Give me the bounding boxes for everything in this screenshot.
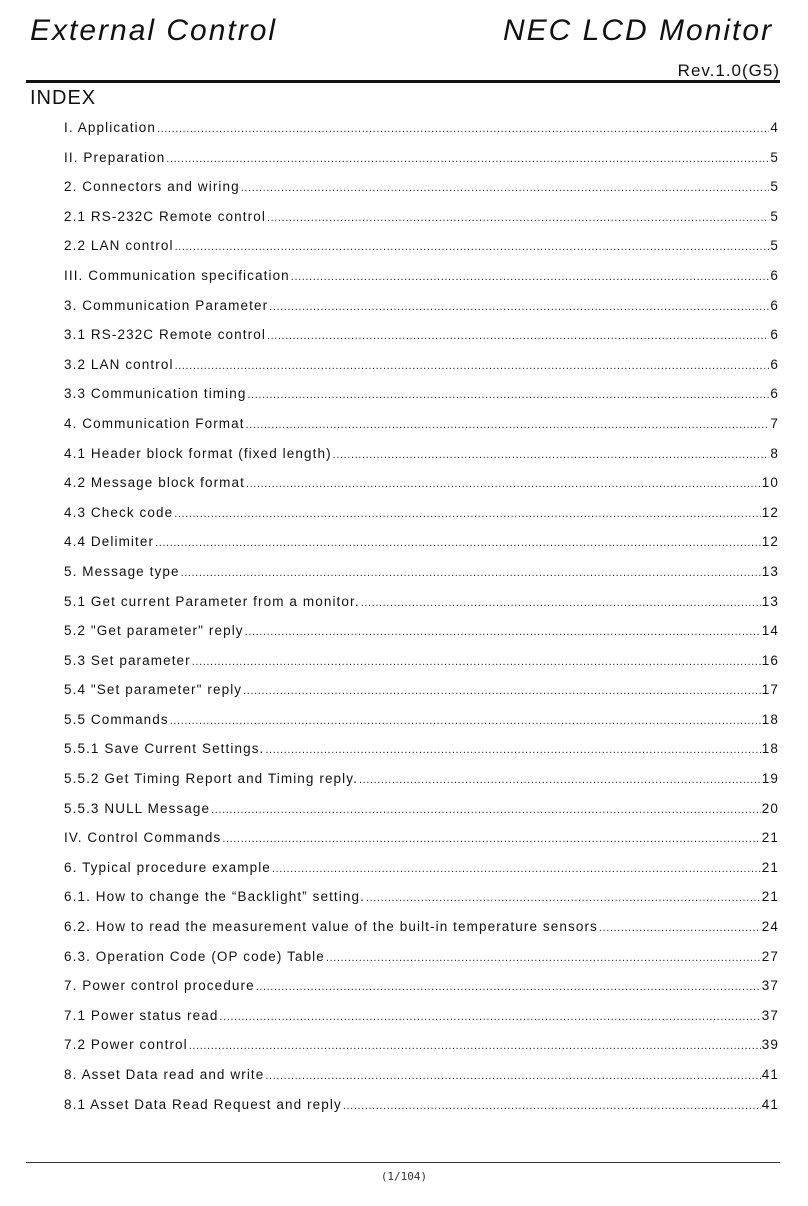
toc-entry[interactable] [64, 830, 779, 860]
toc-entry-page: 4 [770, 120, 779, 135]
toc-entry-title: 5. Message type [64, 563, 180, 579]
toc-leader-dots [243, 685, 761, 697]
toc-leader-dots [265, 744, 760, 756]
toc-leader-dots [175, 241, 770, 253]
toc-leader-dots [189, 1040, 761, 1052]
toc-entry-title: 5.5.3 NULL Message [64, 800, 211, 816]
toc-entry-page: 21 [761, 859, 779, 875]
toc-entry[interactable] [64, 1097, 779, 1127]
toc-entry-title: 4.4 Delimiter [64, 534, 155, 550]
footer-divider [26, 1162, 780, 1163]
toc-leader-dots [333, 449, 770, 461]
toc-entry-title: 5.2 "Get parameter" reply [64, 623, 244, 639]
revision-label: Rev.1.0(G5) [677, 61, 780, 80]
product-title: NEC LCD Monitor [503, 14, 774, 47]
toc-entry-page: 12 [761, 504, 779, 520]
toc-entry-page: 14 [761, 623, 779, 639]
toc-entry-title: 5.5 Commands [64, 711, 169, 727]
toc-entry[interactable] [64, 682, 779, 712]
toc-entry-page: 20 [761, 800, 779, 816]
toc-leader-dots [157, 123, 769, 135]
toc-entry[interactable] [64, 505, 779, 535]
toc-leader-dots [170, 715, 761, 727]
toc-entry-title: 3.1 RS-232C Remote control [64, 327, 266, 343]
toc-entry-title: 5.5.2 Get Timing Report and Timing reply. [64, 771, 358, 787]
toc-leader-dots [219, 1011, 760, 1023]
toc-leader-dots [175, 360, 770, 372]
toc-entry-title: 4.3 Check code [64, 504, 174, 520]
toc-leader-dots [181, 567, 761, 579]
toc-entry-page: 5 [770, 238, 779, 254]
toc-leader-dots [265, 1070, 760, 1082]
toc-entry-page: 16 [761, 652, 779, 668]
toc-entry-page: 27 [761, 948, 779, 964]
toc-entry-title: 2.2 LAN control [64, 238, 174, 254]
document-title: External Control [30, 14, 278, 47]
toc-entry[interactable] [64, 801, 779, 831]
toc-entry-title: 5.1 Get current Parameter from a monitor. [64, 593, 360, 609]
toc-entry-title: 4.1 Header block format (fixed length) [64, 445, 332, 461]
toc-entry-page: 18 [761, 711, 779, 727]
toc-entry-page: 39 [761, 1037, 779, 1053]
toc-entry[interactable] [64, 889, 779, 919]
toc-entry[interactable] [64, 298, 779, 328]
table-of-contents [64, 120, 779, 1126]
toc-leader-dots [222, 833, 760, 845]
toc-leader-dots [366, 892, 761, 904]
toc-entry-title: 5.3 Set parameter [64, 652, 191, 668]
toc-leader-dots [269, 301, 769, 313]
toc-entry-page: 12 [761, 534, 779, 550]
toc-entry-title: 7. Power control procedure [64, 978, 255, 994]
toc-leader-dots [361, 597, 761, 609]
toc-entry[interactable] [64, 416, 779, 446]
toc-entry[interactable] [64, 623, 779, 653]
toc-leader-dots [599, 922, 761, 934]
toc-leader-dots [211, 804, 761, 816]
toc-entry-page: 21 [761, 889, 779, 905]
toc-entry[interactable] [64, 179, 779, 209]
toc-leader-dots [155, 537, 761, 549]
toc-entry-title: 8. Asset Data read and write [64, 1067, 265, 1082]
toc-entry[interactable] [64, 357, 779, 387]
toc-entry-title: 6.2. How to read the measurement value of the built-in temperature sensors [64, 919, 598, 935]
toc-leader-dots [267, 330, 769, 342]
toc-entry-page: 6 [770, 327, 779, 343]
toc-entry[interactable] [64, 1067, 779, 1097]
toc-entry[interactable] [64, 446, 779, 476]
toc-entry[interactable] [64, 1008, 779, 1038]
toc-entry-title: 5.5.1 Save Current Settings. [64, 741, 265, 757]
toc-entry-title: 6.1. How to change the “Backlight” setting. [64, 889, 365, 905]
toc-entry-page: 21 [761, 830, 779, 846]
toc-entry-title: 2. Connectors and wiring [64, 179, 240, 195]
toc-entry-title: 3.2 LAN control [64, 356, 174, 372]
toc-entry-title: 5.4 "Set parameter" reply [64, 682, 243, 698]
toc-leader-dots [246, 419, 770, 431]
toc-entry[interactable] [64, 386, 779, 416]
toc-entry[interactable] [64, 238, 779, 268]
toc-entry-title: 4.2 Message block format [64, 475, 245, 491]
toc-entry-title: 3.3 Communication timing [64, 386, 247, 402]
toc-entry-page: 41 [761, 1096, 779, 1112]
toc-entry-page: 13 [761, 593, 779, 609]
toc-leader-dots [343, 1100, 761, 1112]
toc-entry-page: 41 [761, 1067, 779, 1082]
toc-entry-title: 6.3. Operation Code (OP code) Table [64, 948, 325, 964]
toc-leader-dots [291, 271, 770, 283]
toc-entry-page: 13 [761, 563, 779, 579]
toc-entry-page: 17 [761, 682, 779, 698]
toc-entry[interactable] [64, 653, 779, 683]
index-heading: INDEX [30, 87, 97, 109]
toc-entry[interactable] [64, 327, 779, 357]
toc-entry-page: 24 [761, 919, 779, 935]
toc-leader-dots [174, 508, 761, 520]
toc-entry[interactable] [64, 120, 779, 150]
toc-entry[interactable] [64, 978, 779, 1008]
toc-entry-page: 8 [770, 445, 779, 461]
toc-entry[interactable] [64, 712, 779, 742]
toc-leader-dots [326, 952, 761, 964]
toc-entry-page: 6 [770, 386, 779, 402]
toc-entry-title: I. Application [64, 120, 156, 135]
toc-entry[interactable] [64, 209, 779, 239]
toc-entry-title: III. Communication specification [64, 267, 290, 283]
toc-entry-page: 37 [761, 978, 779, 994]
toc-leader-dots [241, 182, 770, 194]
toc-leader-dots [272, 863, 761, 875]
toc-entry[interactable] [64, 594, 779, 624]
toc-entry-title: IV. Control Commands [64, 830, 222, 846]
toc-entry-page: 7 [770, 415, 779, 431]
toc-entry[interactable] [64, 1037, 779, 1067]
toc-entry-title: 8.1 Asset Data Read Request and reply [64, 1096, 342, 1112]
page-number: (1/104) [380, 1170, 428, 1183]
toc-entry-page: 5 [770, 208, 779, 224]
toc-entry-page: 5 [770, 149, 779, 165]
toc-entry[interactable] [64, 564, 779, 594]
header-divider [26, 80, 780, 83]
toc-entry[interactable] [64, 150, 779, 180]
toc-entry[interactable] [64, 534, 779, 564]
toc-leader-dots [256, 981, 761, 993]
toc-entry[interactable] [64, 949, 779, 979]
toc-leader-dots [359, 774, 761, 786]
toc-entry[interactable] [64, 741, 779, 771]
toc-entry[interactable] [64, 475, 779, 505]
toc-entry-title: 7.2 Power control [64, 1037, 188, 1053]
toc-entry[interactable] [64, 771, 779, 801]
toc-entry[interactable] [64, 860, 779, 890]
toc-entry-page: 6 [770, 356, 779, 372]
toc-entry[interactable] [64, 919, 779, 949]
toc-entry-page: 6 [770, 267, 779, 283]
toc-leader-dots [246, 478, 761, 490]
toc-entry-page: 19 [761, 771, 779, 787]
toc-entry-page: 18 [761, 741, 779, 757]
toc-entry-page: 37 [761, 1007, 779, 1023]
toc-entry-title: 4. Communication Format [64, 415, 245, 431]
toc-leader-dots [192, 656, 761, 668]
toc-entry-page: 5 [770, 179, 779, 195]
toc-entry-title: 6. Typical procedure example [64, 859, 271, 875]
toc-entry-title: 2.1 RS-232C Remote control [64, 208, 266, 224]
toc-leader-dots [247, 389, 769, 401]
toc-entry-title: 3. Communication Parameter [64, 297, 269, 313]
toc-entry-title: 7.1 Power status read [64, 1007, 219, 1023]
toc-entry-page: 10 [761, 475, 779, 491]
toc-leader-dots [245, 626, 761, 638]
toc-leader-dots [267, 212, 769, 224]
toc-entry[interactable] [64, 268, 779, 298]
toc-entry-page: 6 [770, 297, 779, 313]
toc-entry-title: II. Preparation [64, 149, 166, 165]
toc-leader-dots [166, 153, 769, 165]
